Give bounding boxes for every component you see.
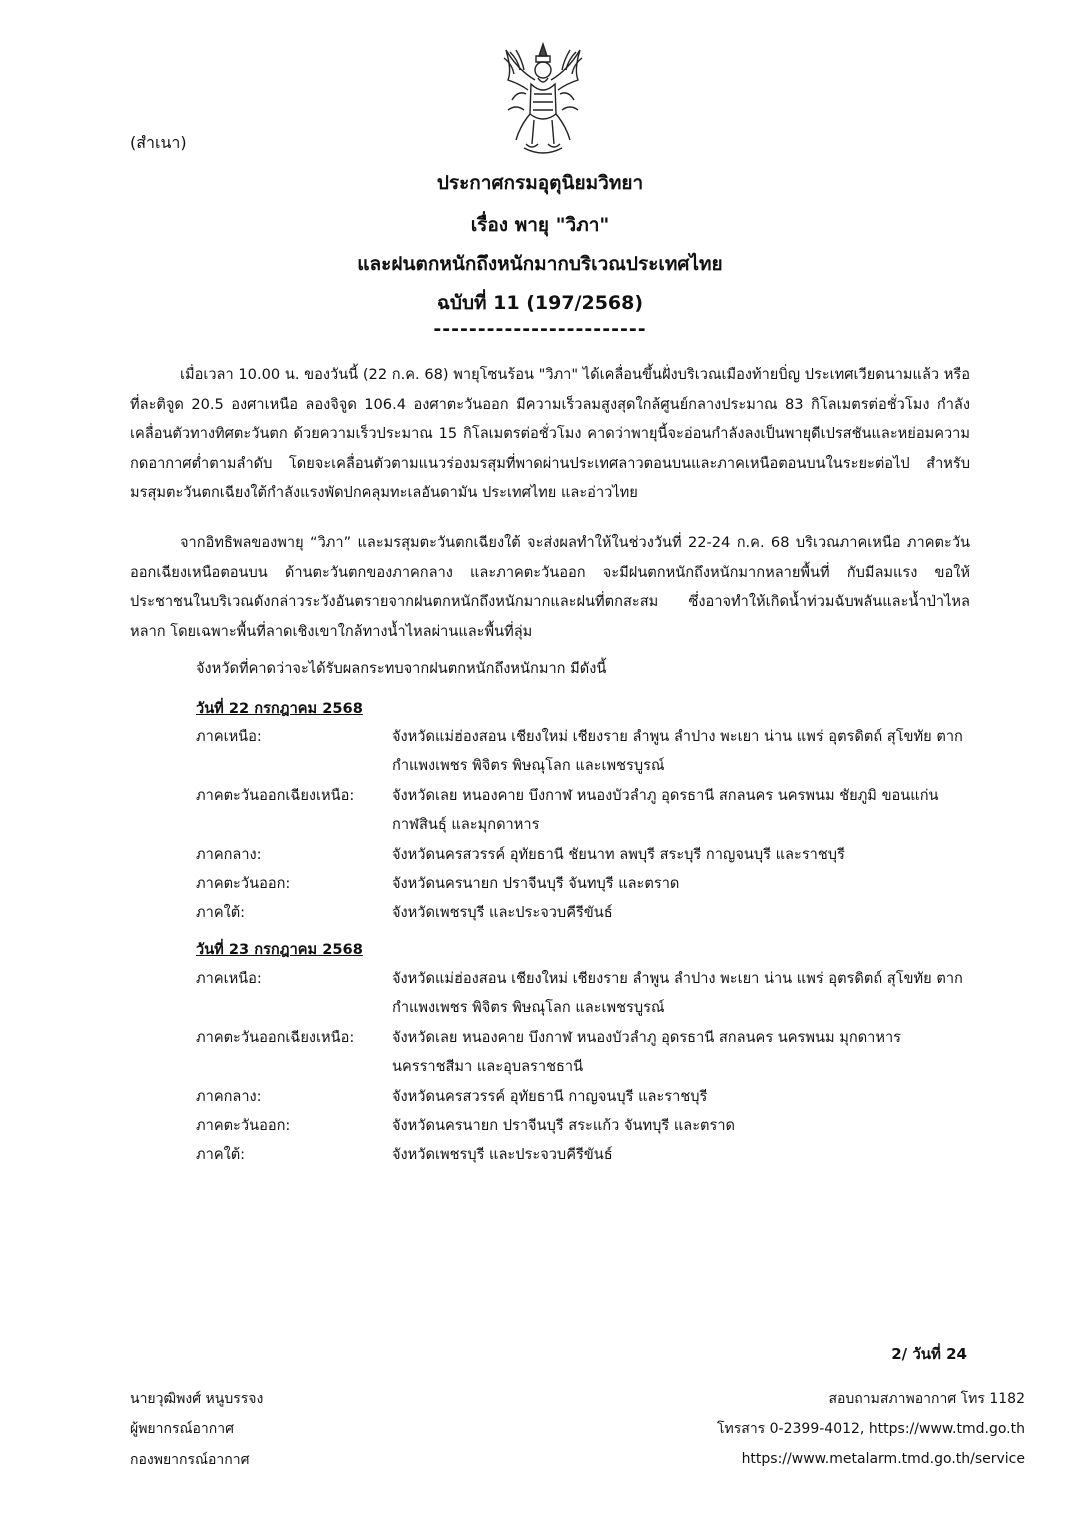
forecast-row <box>196 1082 976 1111</box>
forecast-row <box>196 1140 976 1169</box>
forecast-row <box>196 840 976 869</box>
garuda-emblem-icon <box>498 40 588 158</box>
region-label: ภาคตะวันออกเฉียงเหนือ: <box>196 1029 355 1046</box>
province-list: จังหวัดเพชรบุรี และประจวบคีรีขันธ์ <box>392 1146 613 1163</box>
announcement-title: ประกาศกรมอุตุนิยมวิทยา <box>436 172 644 194</box>
title-separator: ------------------------ <box>433 318 647 340</box>
forecast-row <box>196 781 976 839</box>
province-list: จังหวัดเลย หนองคาย บึงกาฬ หนองบัวลำภู อุดรธานี สกลนคร นครพนม ชัยภูมิ ขอนแก่น กาฬสินธุ์ และมุกดาหาร <box>392 787 939 833</box>
province-list: จังหวัดนครนายก ปราจีนบุรี จันทบุรี และตราด <box>392 875 680 892</box>
region-label: ภาคกลาง: <box>196 846 262 863</box>
region-label: ภาคตะวันออก: <box>196 875 291 892</box>
announcement-subject: เรื่อง พายุ "วิภา" <box>470 214 610 236</box>
region-label: ภาคตะวันออก: <box>196 1117 291 1134</box>
body-paragraph-1: เมื่อเวลา 10.00 น. ของวันนี้ (22 ก.ค. 68) พายุโซนร้อน "วิภา" ได้เคลื่อนขึ้นฝั่งบริเวณเมืองท้ายบิ่ญ ประเทศเวียดนามแล้ว หรือที่ละติจูด 20.5 องศาเหนือ ลองจิจูด 106.4 องศาตะวันออก มีความเร็วลมสูงสุดใกล้ศูนย์กลางประมาณ 83 กิโลเมตรต่อชั่วโมง กำลังเคลื่อนตัวทางทิศตะวันตก ด้วยความเร็วประมาณ 15 กิโลเมตรต่อชั่วโมง คาดว่าพายุนี้จะอ่อนกำลังลงเป็นพายุดีเปรสชันและหย่อมความกดอากาศต่ำตามลำดับ โดยจะเคลื่อนตัวตามแนวร่องมรสุมที่พาดผ่านประเทศลาวตอนบนและภาคเหนือตอนบนในระยะต่อไป สำหรับมรสุมตะวันตกเฉียงใต้กำลังแรงพัดปกคลุมทะเลอันดามัน ประเทศไทย และอ่าวไทย <box>130 366 970 501</box>
province-list: จังหวัดนครสวรรค์ อุทัยธานี กาญจนบุรี และราชบุรี <box>392 1088 708 1105</box>
day-heading: วันที่ 23 กรกฎาคม 2568 <box>196 941 363 958</box>
forecaster-division: กองพยากรณ์อากาศ <box>130 1452 250 1468</box>
forecast-row <box>196 898 976 927</box>
contact-phone: สอบถามสภาพอากาศ โทร 1182 <box>828 1391 1025 1407</box>
forecaster-title: ผู้พยากรณ์อากาศ <box>130 1421 234 1437</box>
region-label: ภาคเหนือ: <box>196 728 262 745</box>
province-list: จังหวัดแม่ฮ่องสอน เชียงใหม่ เชียงราย ลำพูน ลำปาง พะเยา น่าน แพร่ อุตรดิตถ์ สุโขทัย ตาก กำแพงเพชร พิจิตร พิษณุโลก และเพชรบูรณ์ <box>392 970 963 1016</box>
contact-fax-website: โทรสาร 0-2399-4012, https://www.tmd.go.th <box>717 1421 1025 1437</box>
province-list: จังหวัดเพชรบุรี และประจวบคีรีขันธ์ <box>392 904 613 921</box>
continuation-marker: 2/ วันที่ 24 <box>891 1345 967 1363</box>
province-list: จังหวัดนครสวรรค์ อุทัยธานี ชัยนาท ลพบุรี สระบุรี กาญจนบุรี และราชบุรี <box>392 846 845 863</box>
forecast-row <box>196 964 976 1022</box>
region-label: ภาคใต้: <box>196 1146 246 1163</box>
forecast-row <box>196 1023 976 1081</box>
copy-mark: (สำเนา) <box>130 133 187 152</box>
region-label: ภาคกลาง: <box>196 1088 262 1105</box>
forecaster-name: นายวุฒิพงศ์ หนูบรรจง <box>130 1391 264 1407</box>
province-list: จังหวัดเลย หนองคาย บึงกาฬ หนองบัวลำภู อุดรธานี สกลนคร นครพนม มุกดาหาร นครราชสีมา และอุบลราชธานี <box>392 1029 902 1075</box>
region-label: ภาคตะวันออกเฉียงเหนือ: <box>196 787 355 804</box>
region-label: ภาคเหนือ: <box>196 970 262 987</box>
region-label: ภาคใต้: <box>196 904 246 921</box>
forecast-row <box>196 1111 976 1140</box>
announcement-subject-detail: และฝนตกหนักถึงหนักมากบริเวณประเทศไทย <box>357 253 723 275</box>
forecast-row <box>196 869 976 898</box>
province-list: จังหวัดนครนายก ปราจีนบุรี สระแก้ว จันทบุรี และตราด <box>392 1117 736 1134</box>
body-paragraph-2: จากอิทธิพลของพายุ “วิภา” และมรสุมตะวันตกเฉียงใต้ จะส่งผลทำให้ในช่วงวันที่ 22-24 ก.ค. 68 บริเวณภาคเหนือ ภาคตะวันออกเฉียงเหนือตอนบน ด้านตะวันตกของภาคกลาง และภาคตะวันออก จะมีฝนตกหนักถึงหนักมากหลายพื้นที่ กับมีลมแรง ขอให้ประชาชนในบริเวณดังกล่าวระวังอันตรายจากฝนตกหนักถึงหนักมากและฝนที่ตกสะสม ซึ่งอาจทำให้เกิดน้ำท่วมฉับพลันและน้ำป่าไหลหลาก โดยเฉพาะพื้นที่ลาดเชิงเขาใกล้ทางน้ำไหลผ่านและพื้นที่ลุ่ม <box>130 534 970 640</box>
announcement-issue-number: ฉบับที่ 11 (197/2568) <box>436 292 644 314</box>
day-heading: วันที่ 22 กรกฎาคม 2568 <box>196 700 363 717</box>
province-list: จังหวัดแม่ฮ่องสอน เชียงใหม่ เชียงราย ลำพูน ลำปาง พะเยา น่าน แพร่ อุตรดิตถ์ สุโขทัย ตาก กำแพงเพชร พิจิตร พิษณุโลก และเพชรบูรณ์ <box>392 728 963 774</box>
contact-service-link[interactable]: https://www.metalarm.tmd.go.th/service <box>741 1451 1025 1467</box>
body-paragraph-3: จังหวัดที่คาดว่าจะได้รับผลกระทบจากฝนตกหนักถึงหนักมาก มีดังนี้ <box>196 660 607 677</box>
forecast-row <box>196 722 976 780</box>
